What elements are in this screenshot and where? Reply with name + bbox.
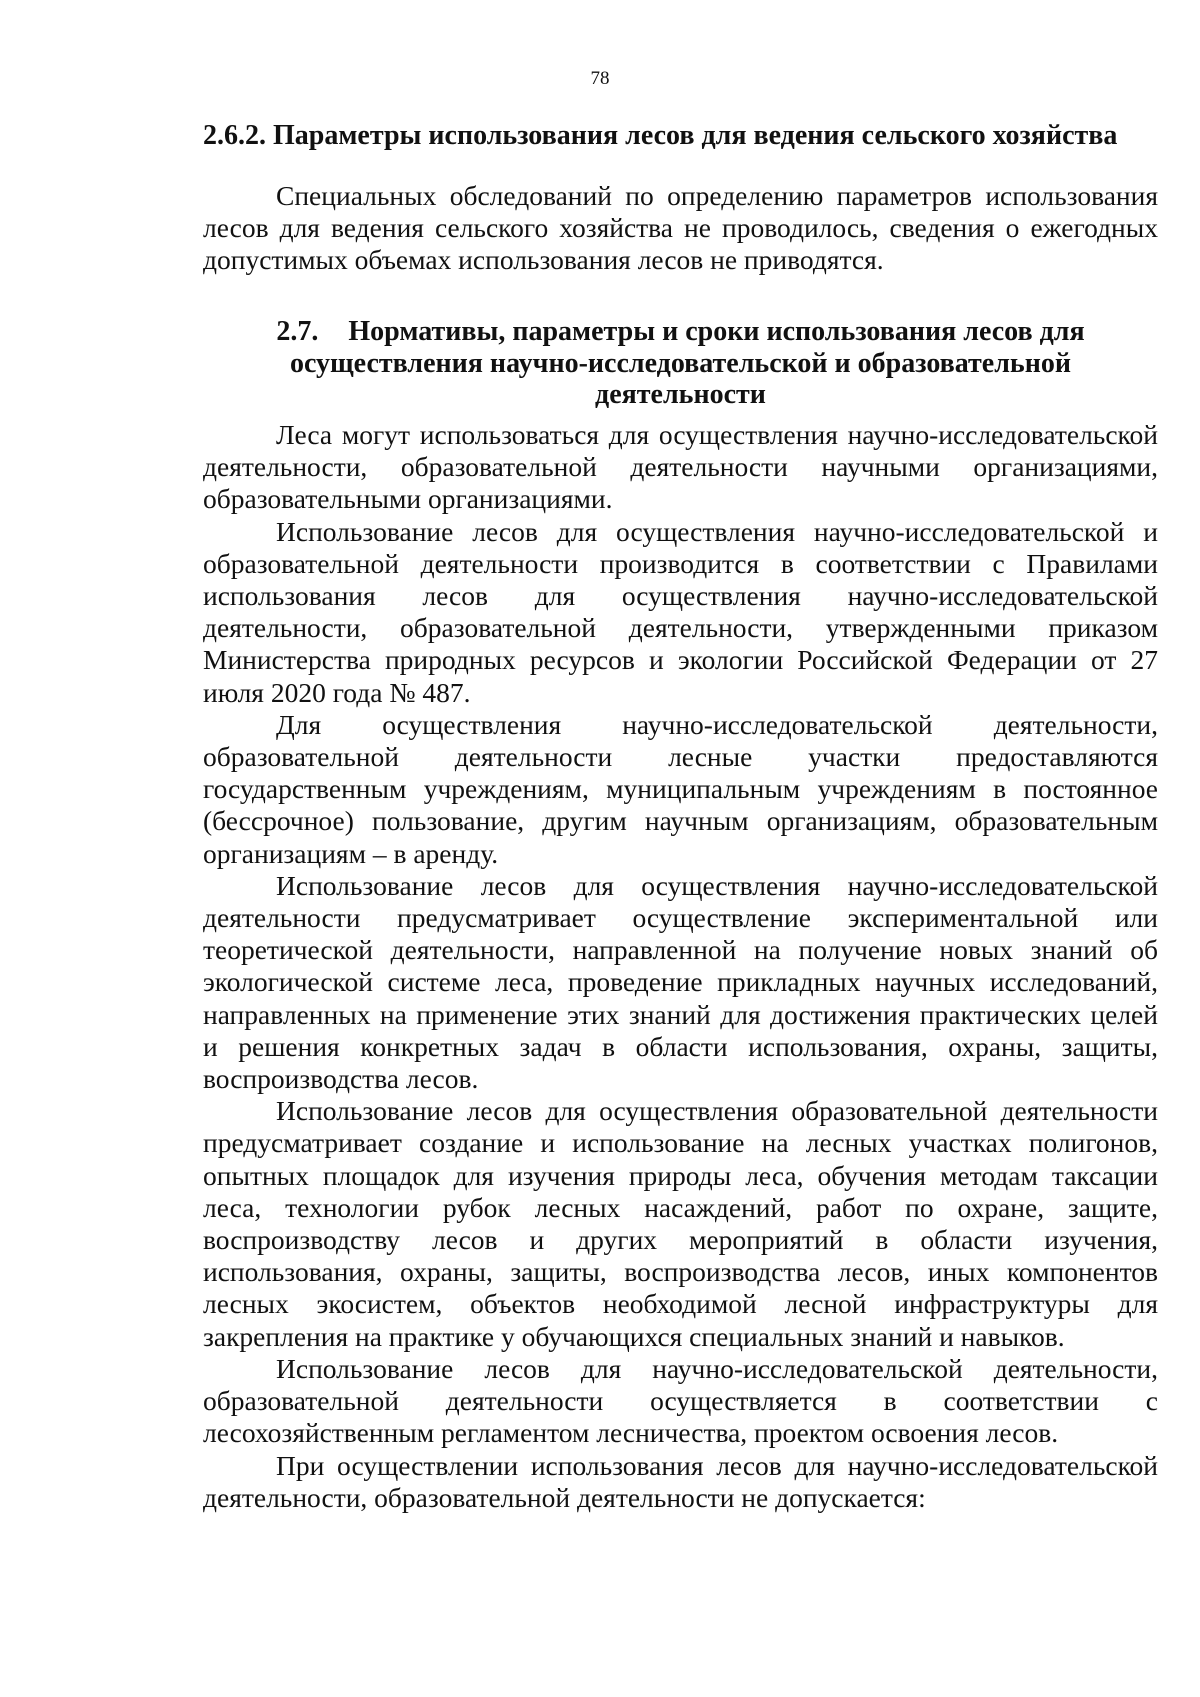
section-heading-line-1 [203,316,1158,348]
paragraph: Леса могут использоваться для осуществления научно-исследовательской деятельности, образовательной деятельности научными организациями, образовательными организациями. [203,419,1158,515]
paragraph: Использование лесов для осуществления научно-исследовательской деятельности предусматривает осуществление экспериментальной или теоретической деятельности, направленной на получение новых знаний об экологической системе леса, проведение прикладных научных исследований, направленных на применение этих знаний для достижения практических целей и решения конкретных задач в области использования, охраны, защиты, воспроизводства лесов. [203,869,1158,1095]
section-heading-2-7 [203,316,1158,411]
paragraph: Использование лесов для научно-исследовательской деятельности, образовательной деятельности осуществляется в соответствии с лесохозяйственным регламентом лесничества, проектом освоения лесов. [203,1352,1158,1449]
section-2-7-body [203,419,1158,1514]
section-title-part-2: осуществления научно-исследовательской и образовательной [289,347,1071,379]
paragraph: Для осуществления научно-исследовательской деятельности, образовательной деятельности лесные участки предоставляются государственным учреждениям, муниципальным учреждениям в постоянное (бессрочное) пользование, другим научным организациям, образовательным организациям – в аренду. [203,708,1158,869]
paragraph: Использование лесов для осуществления научно-исследовательской и образовательной деятельности производится в соответствии с Правилами использования лесов для осуществления научно-исследовательской деятельности, образовательной деятельности, утвержденными приказом Министерства природных ресурсов и экологии Российской Федерации от 27 июля 2020 года № 487. [203,515,1158,708]
paragraph: Специальных обследований по определению параметров использования лесов для ведения сельского хозяйства не проводилось, сведения о ежегодных допустимых объемах использования лесов не приводятся. [203,180,1158,276]
paragraph: Использование лесов для осуществления образовательной деятельности предусматривает создание и использование на лесных участках полигонов, опытных площадок для изучения природы леса, обучения методам таксации леса, технологии рубок лесных насаждений, работ по охране, защите, воспроизводству лесов и других мероприятий в области изучения, использования, охраны, защиты, воспроизводства лесов, иных компонентов лесных экосистем, объектов необходимой лесной инфраструктуры для закрепления на практике у обучающихся специальных знаний и навыков. [203,1095,1158,1352]
section-title-part-1: Нормативы, параметры и сроки использования лесов для [348,316,1085,347]
page-number: 78 [590,68,610,89]
section-heading-2-6-2: 2.6.2. Параметры использования лесов для ведения сельского хозяйства [203,120,1118,151]
paragraph: При осуществлении использования лесов для научно-исследовательской деятельности, образовательной деятельности не допускается: [203,1449,1158,1513]
section-2-6-2-body [203,180,1158,277]
section-number: 2.7. [276,316,319,347]
section-title-part-3: деятельности [595,379,766,410]
